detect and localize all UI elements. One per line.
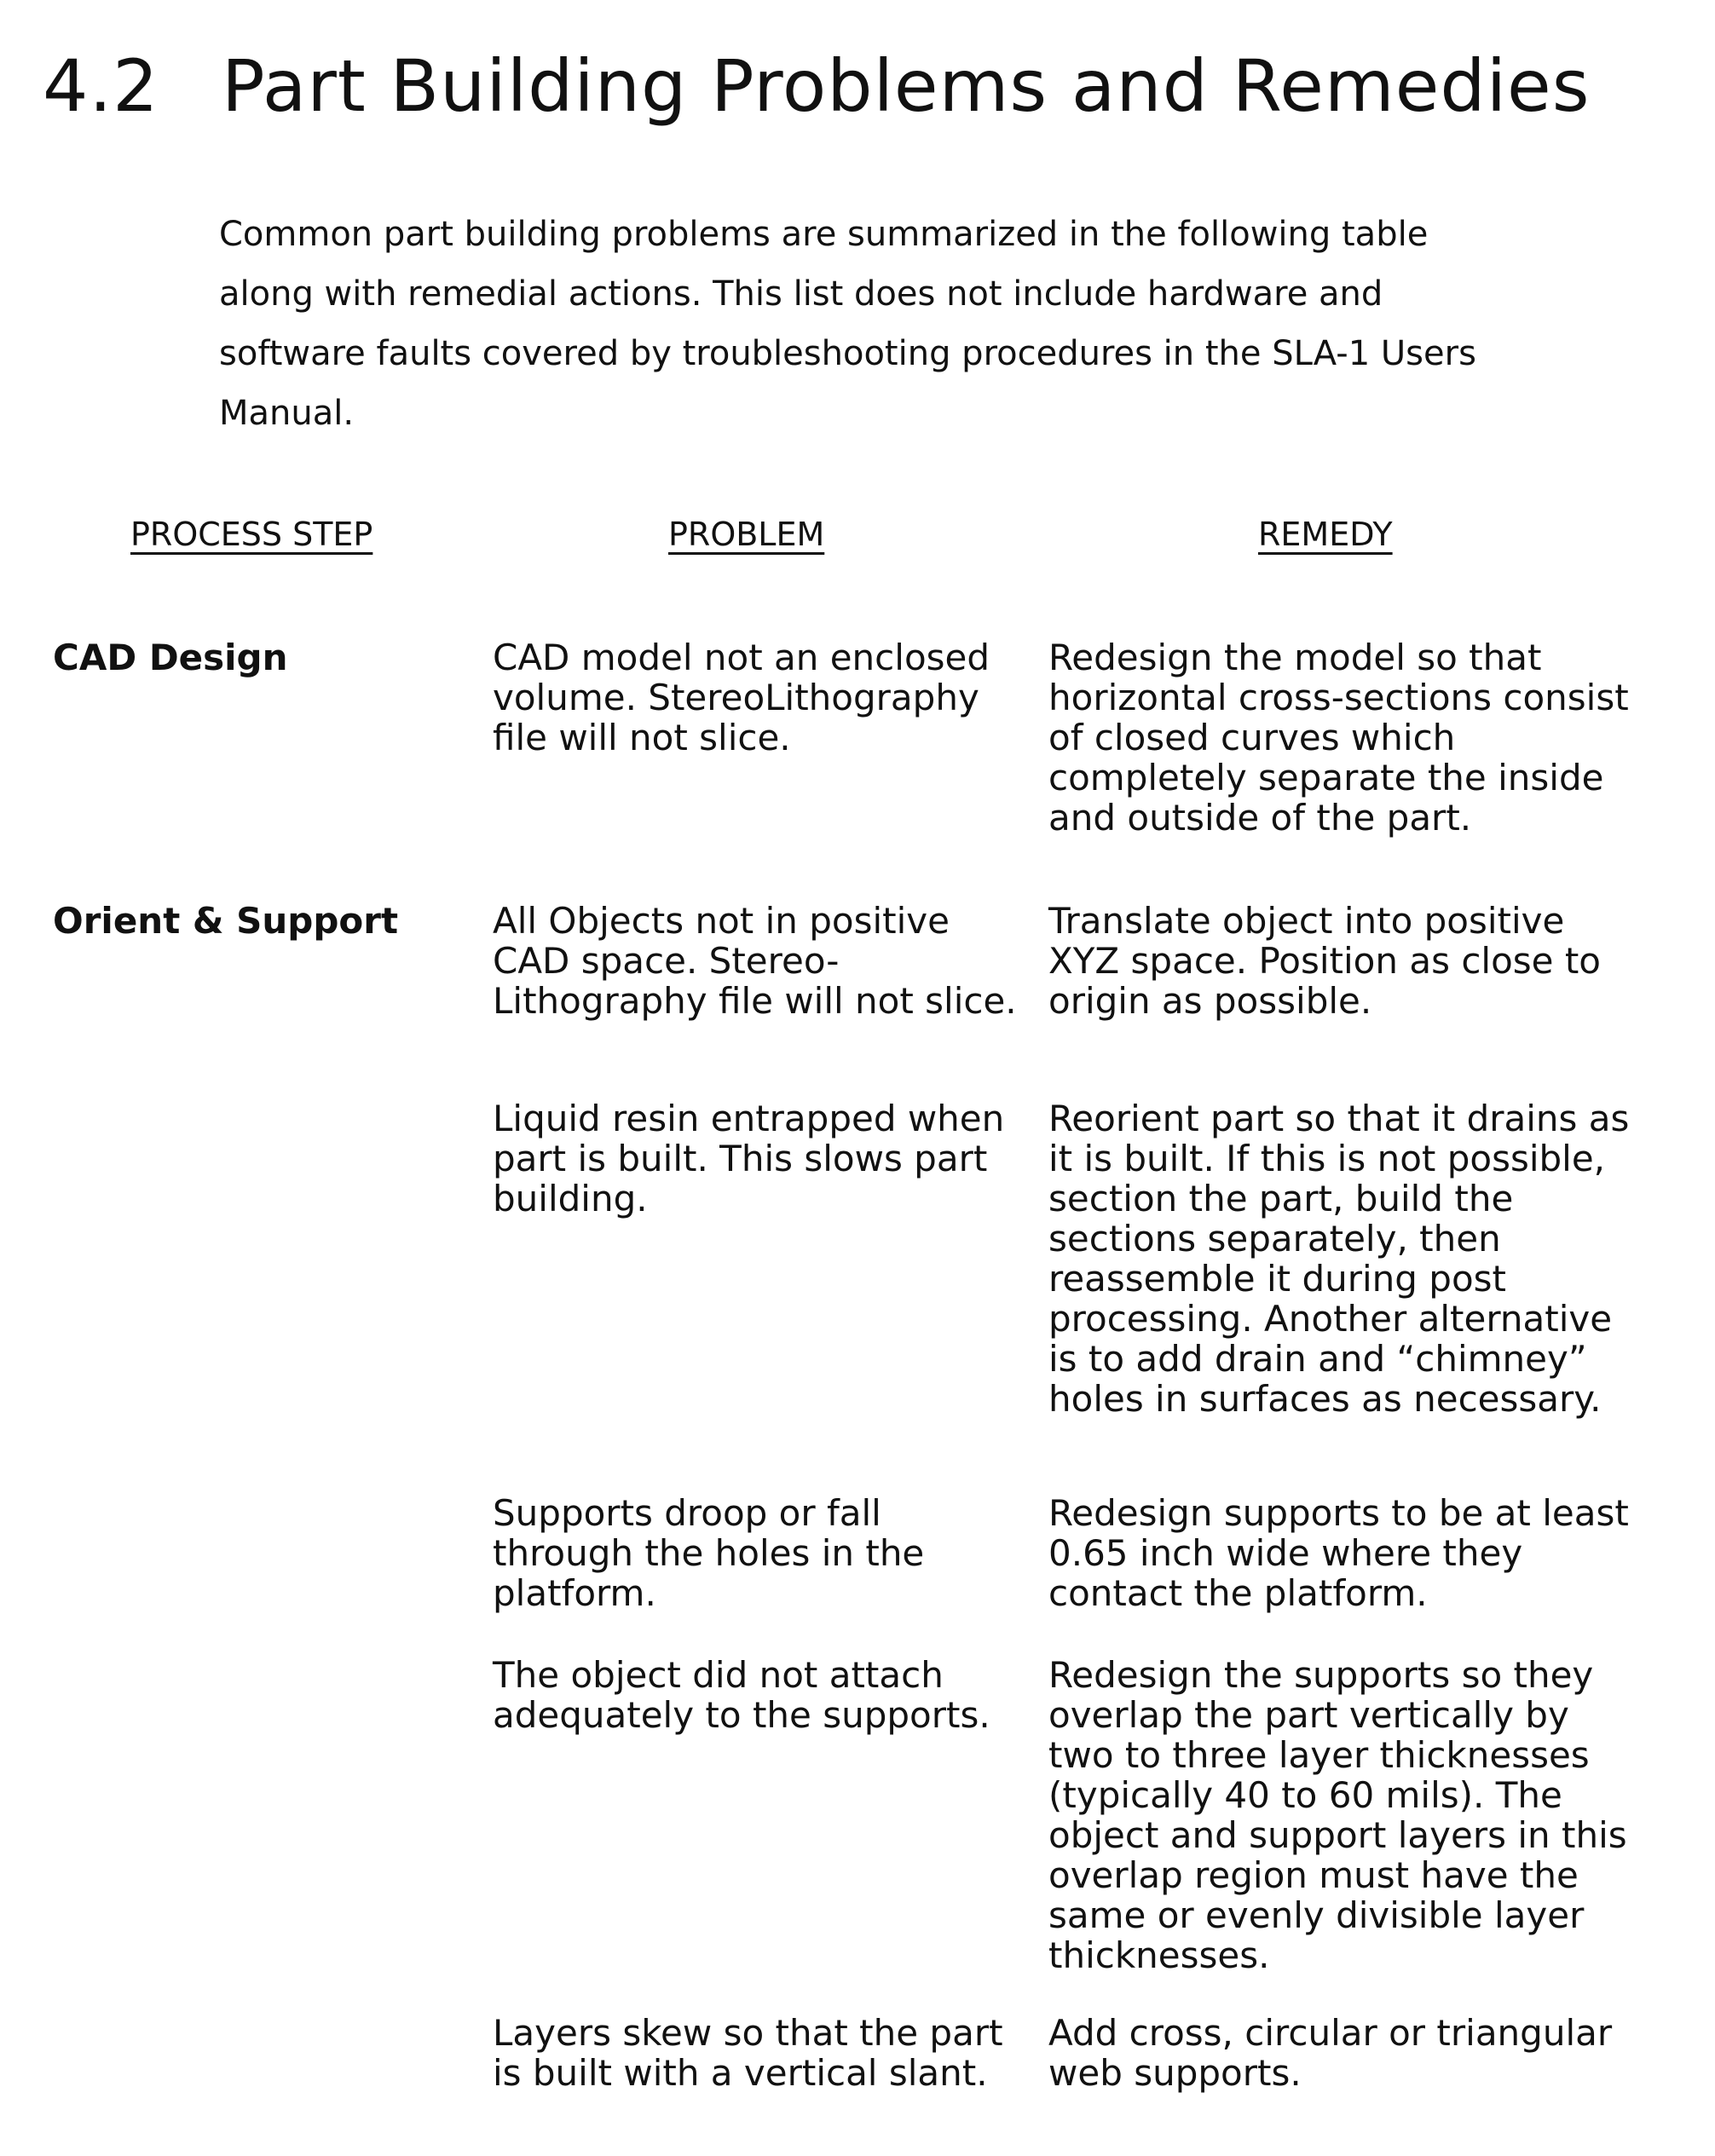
row-remedy: Redesign supports to be at least 0.65 inch wide where they contact the platform. <box>1048 1493 1645 1613</box>
row-problem: Layers skew so that the part is built with a vertical slant. <box>493 2013 1021 2093</box>
row-remedy: Translate object into positive XYZ space. Position as close to origin as possible. <box>1048 901 1645 1021</box>
header-problem: PROBLEM <box>668 516 824 553</box>
row-remedy: Redesign the model so that horizontal cross-sections consist of closed curves which completely separate the inside and outside of the part. <box>1048 637 1645 838</box>
header-process-step: PROCESS STEP <box>130 516 372 553</box>
row-problem: Supports droop or fall through the holes in the platform. <box>493 1493 1021 1613</box>
row-step-cad-design: CAD Design <box>53 637 445 677</box>
row-remedy: Redesign the supports so they overlap the part vertically by two to three layer thicknesses (typically 40 to 60 mils). The object and support layers in this overlap region must have the same or evenly divisible layer thicknesses. <box>1048 1655 1645 1975</box>
document-page <box>0 0 1715 2156</box>
header-remedy: REMEDY <box>1258 516 1393 553</box>
row-problem: CAD model not an enclosed volume. StereoLithography file will not slice. <box>493 637 1021 758</box>
row-remedy: Reorient part so that it drains as it is built. If this is not possible, section the part, build the sections separately, then reassemble it during post processing. Another alternative is to add drain and “chimney” holes in surfaces as necessary. <box>1048 1098 1645 1419</box>
row-problem: The object did not attach adequately to the supports. <box>493 1655 1021 1735</box>
intro-paragraph <box>219 205 1566 443</box>
intro-line: software faults covered by troubleshooting procedures in the SLA-1 Users <box>219 324 1566 383</box>
section-number: 4.2 <box>43 47 222 125</box>
intro-line: Common part building problems are summarized in the following table <box>219 205 1566 264</box>
row-problem: All Objects not in positive CAD space. Stereo-Lithography file will not slice. <box>493 901 1021 1021</box>
section-title: Part Building Problems and Remedies <box>222 44 1591 128</box>
row-remedy: Add cross, circular or triangular web supports. <box>1048 2013 1645 2093</box>
intro-line: Manual. <box>219 383 1566 443</box>
section-heading <box>43 47 1591 125</box>
intro-line: along with remedial actions. This list does not include hardware and <box>219 264 1566 324</box>
row-step-orient-support: Orient & Support <box>53 901 445 941</box>
row-problem: Liquid resin entrapped when part is built. This slows part building. <box>493 1098 1021 1219</box>
